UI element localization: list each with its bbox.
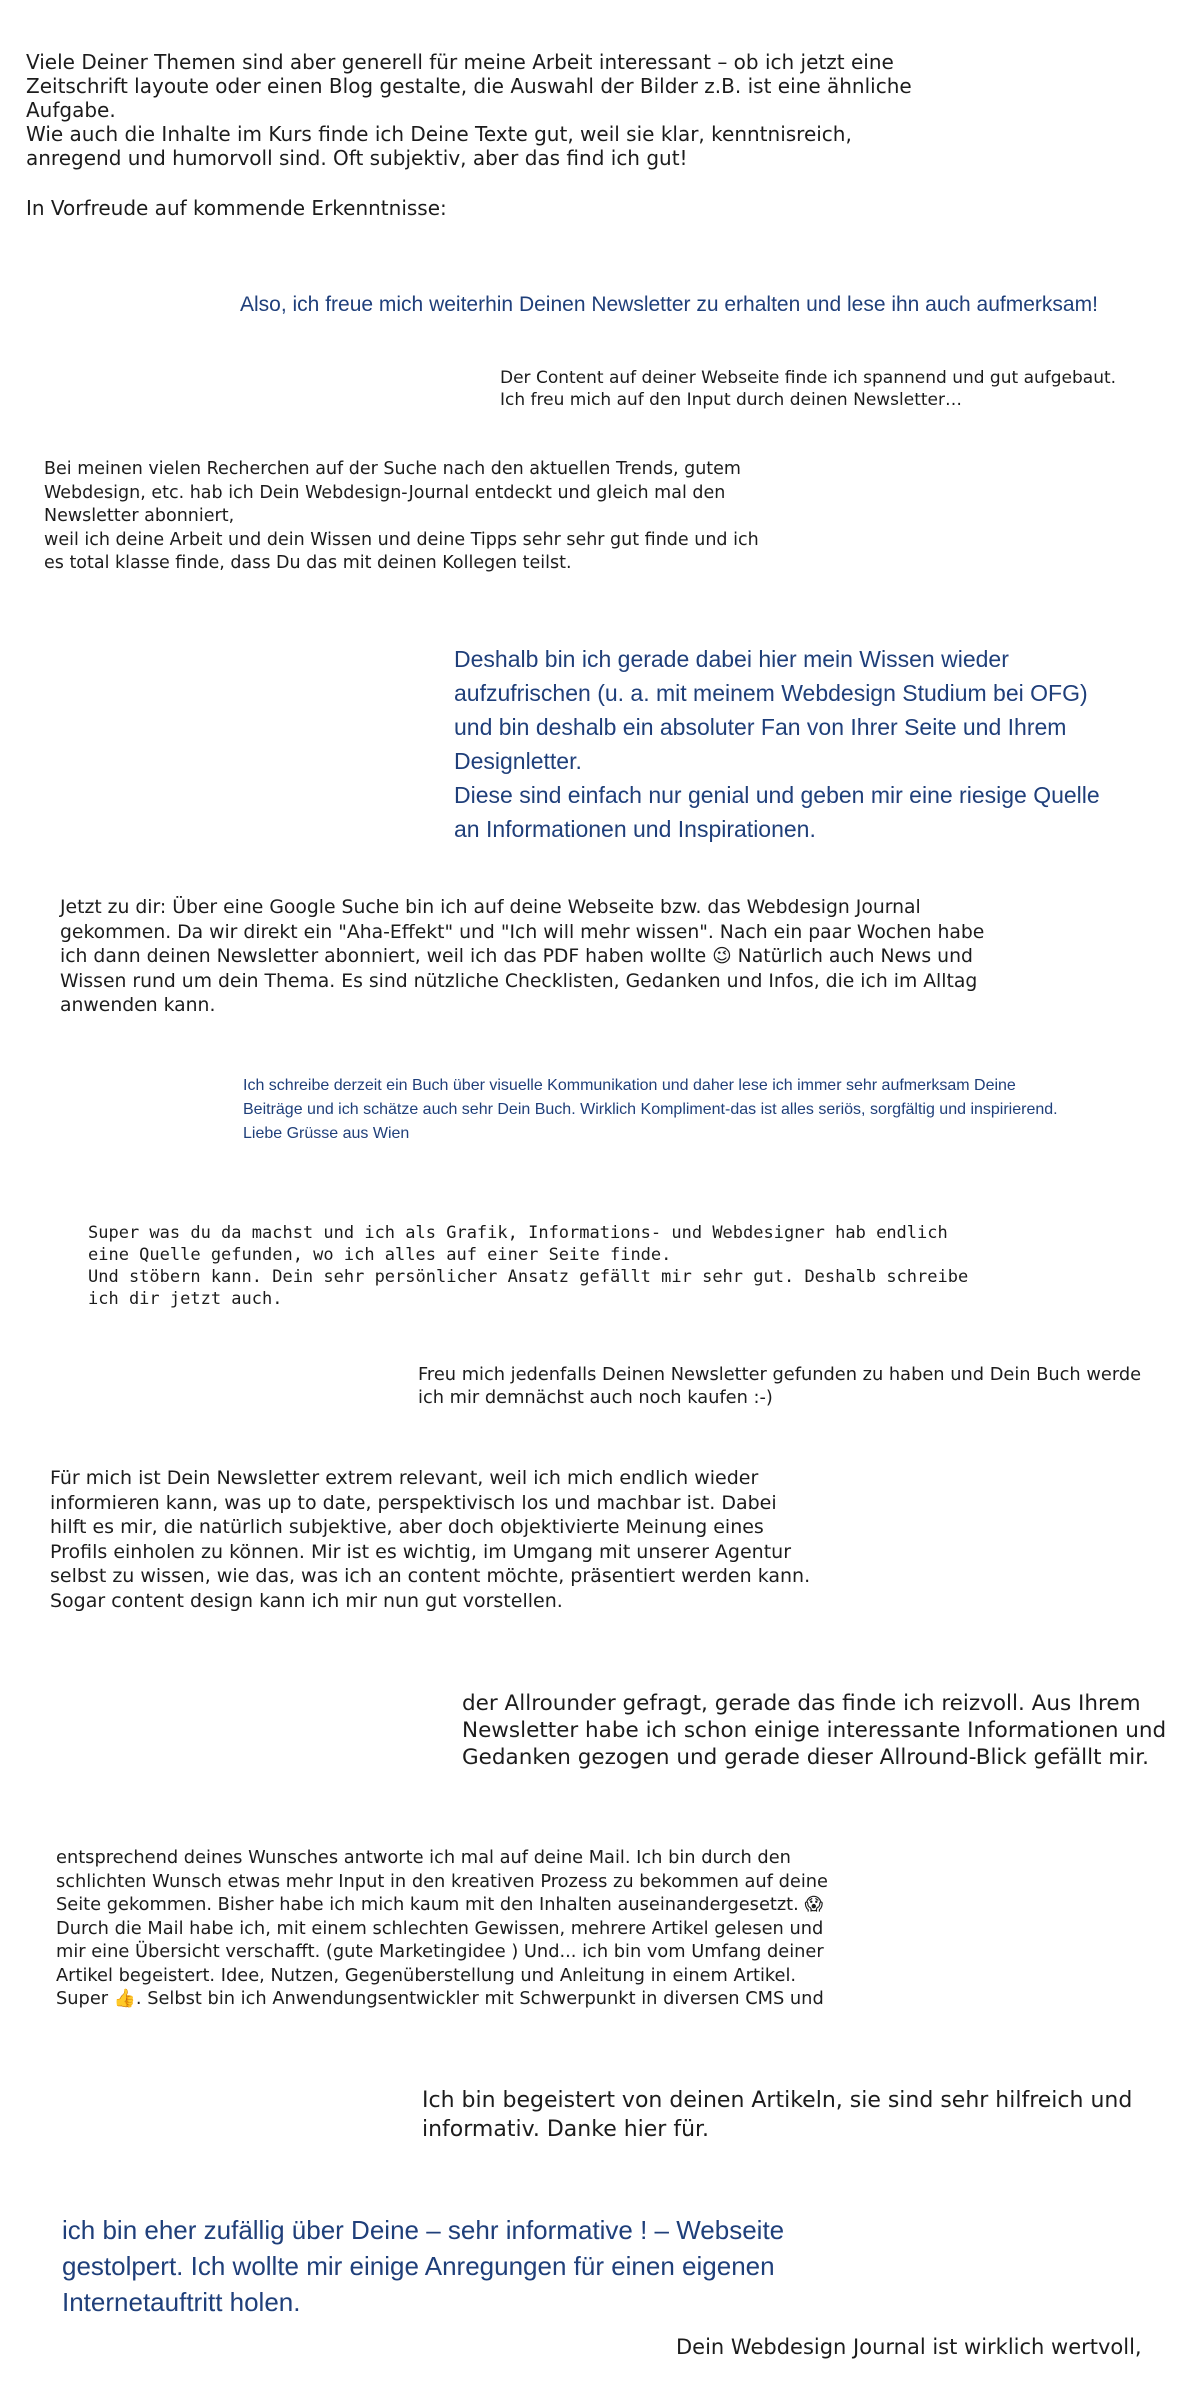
testimonial-text: Also, ich freue mich weiterhin Deinen Newsletter zu erhalten und lese ihn auch aufmerksam!	[240, 293, 1098, 316]
testimonial-text: In Vorfreude auf kommende Erkenntnisse:	[26, 196, 447, 220]
testimonial-text: Ich bin begeistert von deinen Artikeln, sie sind sehr hilfreich und informativ. Danke hier für.	[422, 2088, 1133, 2142]
testimonial-text: Dein Webdesign Journal ist wirklich wertvoll,	[676, 2335, 1142, 2359]
testimonial-text: entsprechend deines Wunsches antworte ich mal auf deine Mail. Ich bin durch den schlichten Wunsch etwas mehr Input in den kreativen Prozess zu bekommen auf deine Seite gekommen. Bisher habe ich mich kaum mit den Inhalten auseinandergesetzt. 😱 Durch die Mail habe ich, mit einem schlechten Gewissen, mehrere Artikel gelesen und mir eine Übersicht verschafft. (gute Marketingidee ) Und... ich bin vom Umfang deiner Artikel begeistert. Idee, Nutzen, Gegenüberstellung und Anleitung in einem Artikel. Super 👍. Selbst bin ich Anwendungsentwickler mit Schwerpunkt in diversen CMS und	[56, 1847, 828, 2009]
testimonial-text: Bei meinen vielen Recherchen auf der Suche nach den aktuellen Trends, gutem Webdesign, etc. hab ich Dein Webdesign-Journal entdeckt und gleich mal den Newsletter abonniert, weil ich deine Arbeit und dein Wissen und deine Tipps sehr sehr gut finde und ich es total klasse finde, dass Du das mit deinen Kollegen teilst.	[44, 459, 759, 573]
testimonial-text: Viele Deiner Themen sind aber generell für meine Arbeit interessant – ob ich jetzt eine Zeitschrift layoute oder einen Blog gestalte, die Auswahl der Bilder z.B. ist eine ähnliche Aufgabe. Wie auch die Inhalte im Kurs finde ich Deine Texte gut, weil sie klar, kenntnisreich, anregend und humorvoll sind. Oft subjektiv, aber das find ich gut!	[26, 50, 912, 170]
testimonial-text: Für mich ist Dein Newsletter extrem relevant, weil ich mich endlich wieder informieren kann, was up to date, perspektivisch los und machbar ist. Dabei hilft es mir, die natürlich subjektive, aber doch objektivierte Meinung eines Profils einholen zu können. Mir ist es wichtig, im Umgang mit unserer Agentur selbst zu wissen, wie das, was ich an content möchte, präsentiert werden kann. Sogar content design kann ich mir nun gut vorstellen.	[50, 1467, 811, 1612]
testimonial-text: ich bin eher zufällig über Deine – sehr informative ! – Webseite gestolpert. Ich wollte mir einige Anregungen für einen eigenen Internetauftritt holen.	[62, 2215, 785, 2317]
testimonial-text: Super was du da machst und ich als Grafik, Informations- und Webdesigner hab endlich eine Quelle gefunden, wo ich alles auf einer Seite finde. Und stöbern kann. Dein sehr persönlicher Ansatz gefällt mir sehr gut. Deshalb schreibe ich dir jetzt auch.	[88, 1223, 969, 1309]
testimonial-text: Ich schreibe derzeit ein Buch über visuelle Kommunikation und daher lese ich immer sehr aufmerksam Deine Beiträge und ich schätze auch sehr Dein Buch. Wirklich Kompliment-das ist alles seriös, sorgfältig und inspirierend. Liebe Grüsse aus Wien	[243, 1077, 1058, 1142]
testimonial-text: Jetzt zu dir: Über eine Google Suche bin ich auf deine Webseite bzw. das Webdesign Journal gekommen. Da wir direkt ein "Aha-Effekt" und "Ich will mehr wissen". Nach ein paar Wochen habe ich dann deinen Newsletter abonniert, weil ich das PDF haben wollte 😉 Natürlich auch News und Wissen rund um dein Thema. Es sind nützliche Checklisten, Gedanken und Infos, die ich im Alltag anwenden kann.	[60, 897, 985, 1016]
testimonial-text: der Allrounder gefragt, gerade das finde ich reizvoll. Aus Ihrem Newsletter habe ich schon einige interessante Informationen und Gedanken gezogen und gerade dieser Allround-Blick gefällt mir.	[462, 1691, 1167, 1770]
testimonial-text: Deshalb bin ich gerade dabei hier mein Wissen wieder aufzufrischen (u. a. mit meinem Webdesign Studium bei OFG) und bin deshalb ein absoluter Fan von Ihrer Seite und Ihrem Designletter. Diese sind einfach nur genial und geben mir eine riesige Quelle an Informationen und Inspirationen.	[454, 646, 1100, 842]
testimonial-text: Der Content auf deiner Webseite finde ich spannend und gut aufgebaut. Ich freu mich auf den Input durch deinen Newsletter…	[500, 368, 1117, 410]
testimonial-text: Freu mich jedenfalls Deinen Newsletter gefunden zu haben und Dein Buch werde ich mir demnächst auch noch kaufen :-)	[418, 1364, 1142, 1408]
